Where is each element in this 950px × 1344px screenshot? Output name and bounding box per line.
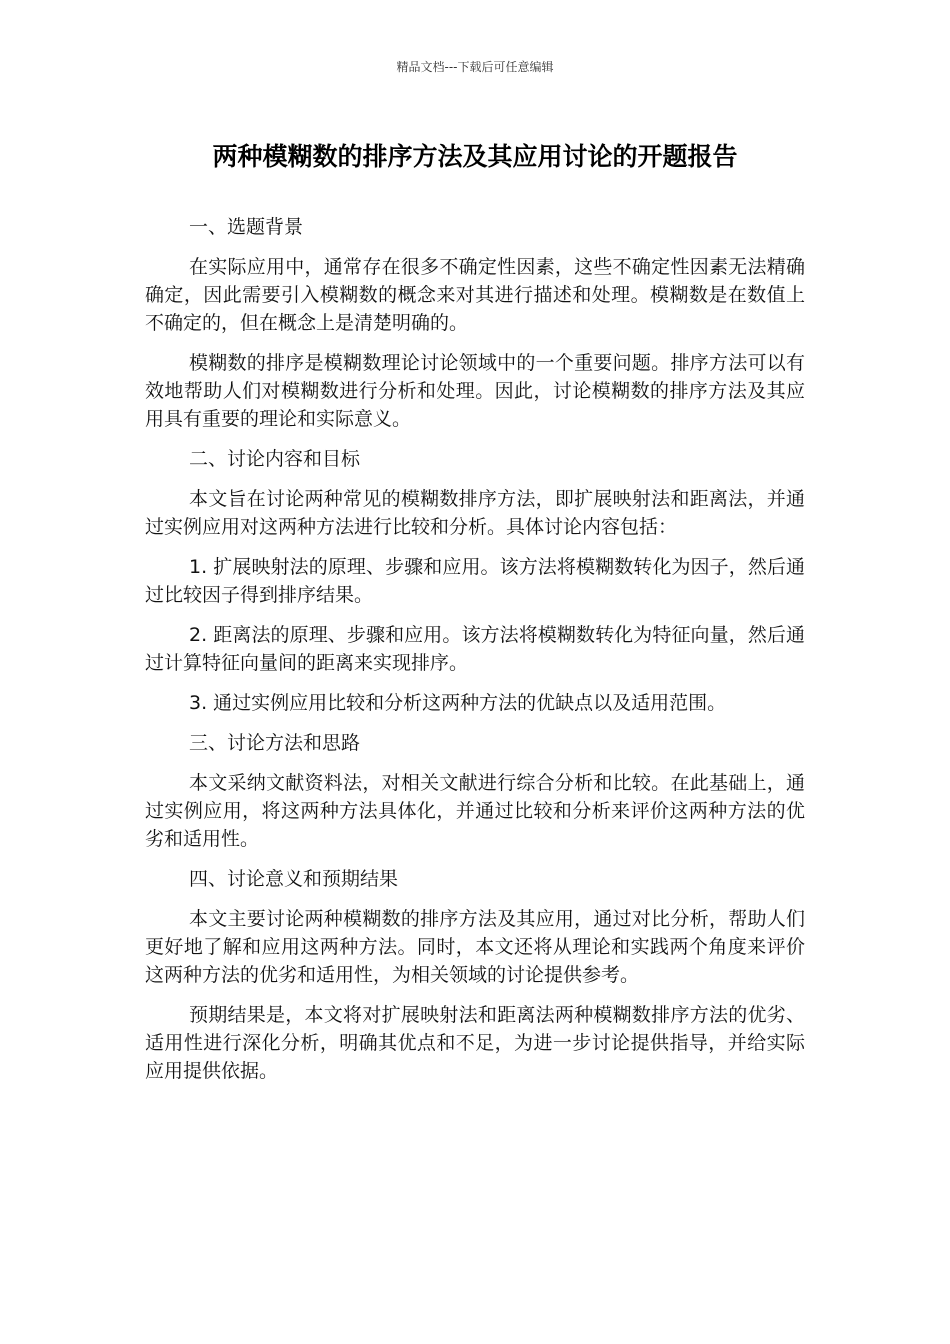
section-heading-methods: 三、讨论方法和思路 (189, 732, 361, 754)
paragraph-significance: 本文主要讨论两种模糊数的排序方法及其应用，通过对比分析，帮助人们更好地了解和应用这两种方法。同时，本文还将从理论和实践两个角度来评价这两种方法的优劣和适用性，为相关领域的讨论提供参考。 (145, 908, 805, 986)
paragraph-background-2: 模糊数的排序是模糊数理论讨论领域中的一个重要问题。排序方法可以有效地帮助人们对模糊数进行分析和处理。因此，讨论模糊数的排序方法及其应用具有重要的理论和实际意义。 (145, 352, 805, 430)
section-heading-significance: 四、讨论意义和预期结果 (189, 868, 399, 890)
paragraph-content-intro: 本文旨在讨论两种常见的模糊数排序方法，即扩展映射法和距离法，并通过实例应用对这两种方法进行比较和分析。具体讨论内容包括： (145, 488, 805, 538)
section-heading-content-goals: 二、讨论内容和目标 (189, 448, 361, 470)
paragraph-expected-results: 预期结果是，本文将对扩展映射法和距离法两种模糊数排序方法的优劣、适用性进行深化分析，明确其优点和不足，为进一步讨论提供指导，并给实际应用提供依据。 (145, 1004, 805, 1082)
header-note: 精品文档---下载后可任意编辑 (396, 60, 554, 74)
list-item-1: 1. 扩展映射法的原理、步骤和应用。该方法将模糊数转化为因子，然后通过比较因子得到排序结果。 (145, 556, 805, 606)
paragraph-background-1: 在实际应用中，通常存在很多不确定性因素，这些不确定性因素无法精确确定，因此需要引入模糊数的概念来对其进行描述和处理。模糊数是在数值上不确定的，但在概念上是清楚明确的。 (145, 256, 805, 334)
list-item-2: 2. 距离法的原理、步骤和应用。该方法将模糊数转化为特征向量，然后通过计算特征向量间的距离来实现排序。 (145, 624, 805, 674)
document-body (145, 213, 805, 1097)
list-item-3: 3. 通过实例应用比较和分析这两种方法的优缺点以及适用范围。 (189, 692, 727, 714)
section-heading-background: 一、选题背景 (189, 216, 304, 238)
document-title: 两种模糊数的排序方法及其应用讨论的开题报告 (212, 142, 738, 171)
paragraph-methods: 本文采纳文献资料法，对相关文献进行综合分析和比较。在此基础上，通过实例应用，将这两种方法具体化，并通过比较和分析来评价这两种方法的优劣和适用性。 (145, 772, 805, 850)
